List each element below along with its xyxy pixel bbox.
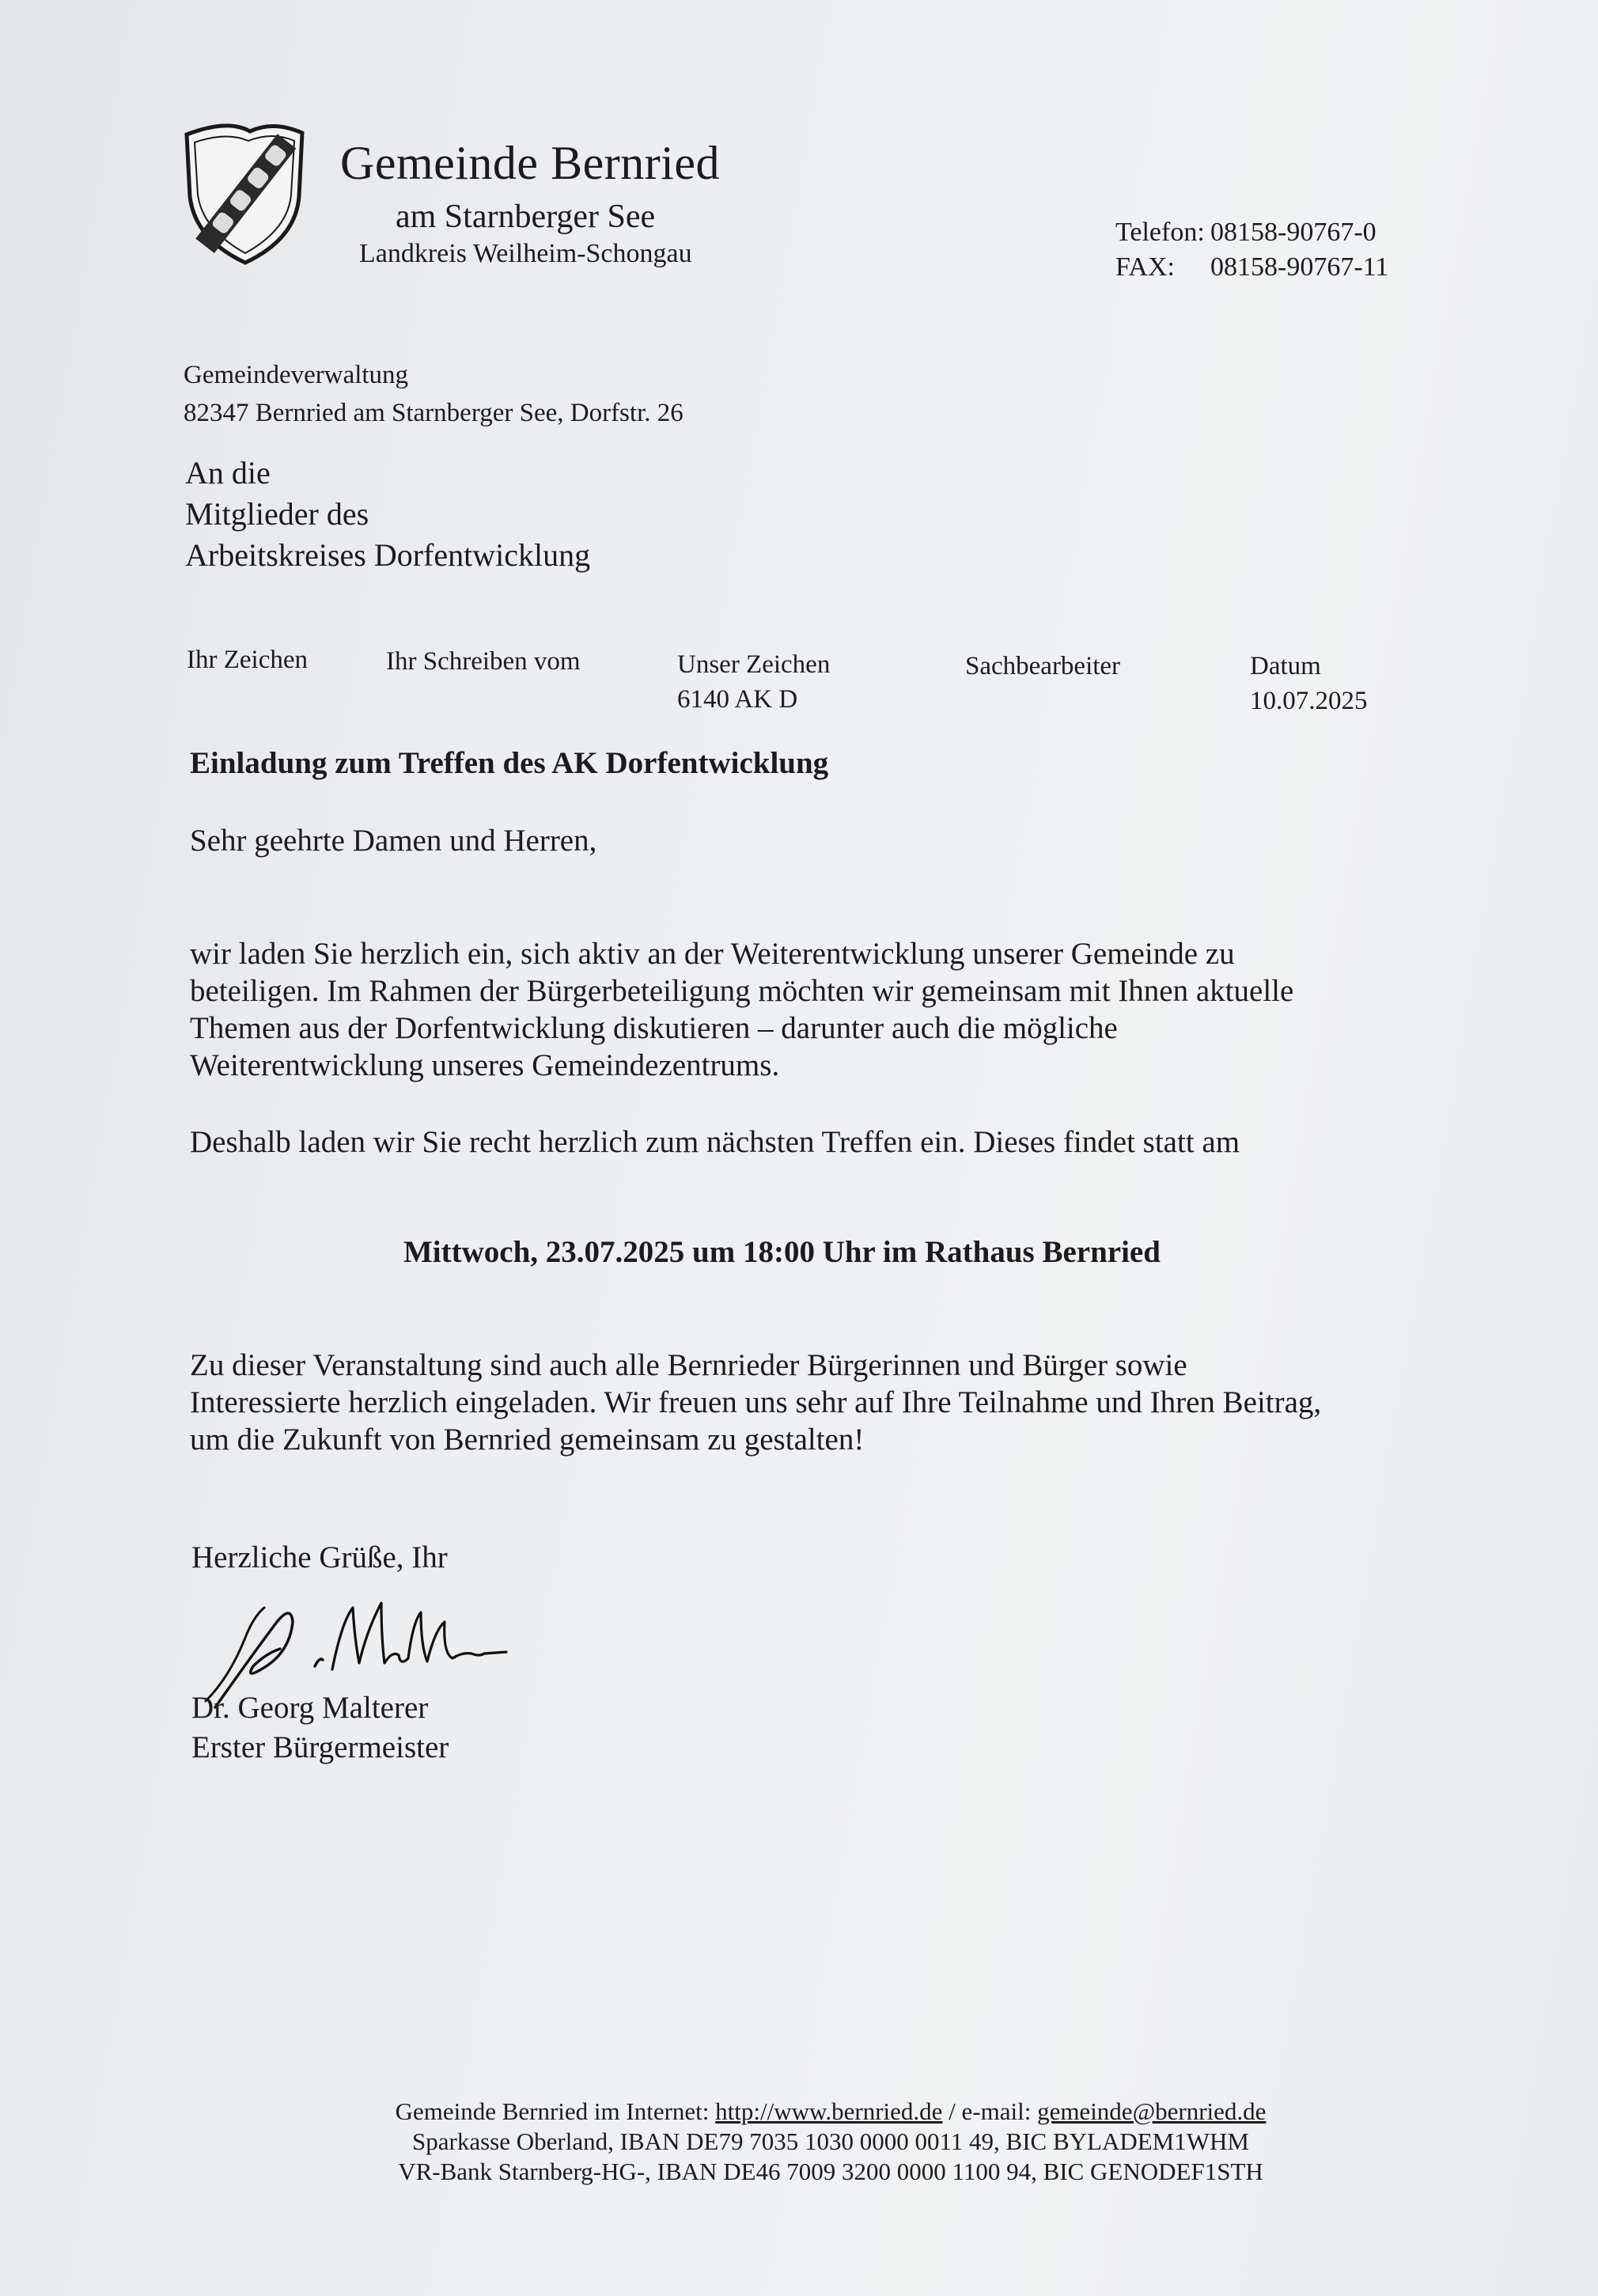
footer-bank-line: VR-Bank Starnberg-HG-, IBAN DE46 7009 3200 0000 1100 94, BIC GENODEF1STH bbox=[398, 2158, 1263, 2185]
sender-address bbox=[184, 356, 684, 432]
ref-label: Ihr Zeichen bbox=[187, 646, 308, 674]
phone-row bbox=[1115, 215, 1388, 250]
footer-email-label: / e-mail: bbox=[949, 2097, 1032, 2125]
recipient-line: An die bbox=[185, 455, 271, 491]
organization-district: Landkreis Weilheim-Schongau bbox=[359, 239, 692, 268]
body-line: Deshalb laden wir Sie recht herzlich zum nächsten Treffen ein. Dieses findet statt am bbox=[190, 1125, 1240, 1159]
ref-sachbearbeiter bbox=[965, 649, 1120, 684]
ref-value: 6140 AK D bbox=[677, 685, 798, 714]
footer-bank-line: Sparkasse Oberland, IBAN DE79 7035 1030 0000 0011 49, BIC BYLADEM1WHM bbox=[412, 2127, 1249, 2155]
ref-label: Unser Zeichen bbox=[677, 650, 831, 679]
coat-of-arms-icon bbox=[180, 120, 309, 267]
signer-block bbox=[191, 1688, 449, 1767]
organization-name: Gemeinde Bernried bbox=[340, 137, 720, 189]
body-line: beteiligen. Im Rahmen der Bürgerbeteiligung möchten wir gemeinsam mit Ihnen aktuelle bbox=[190, 974, 1294, 1008]
event-details: Mittwoch, 23.07.2025 um 18:00 Uhr im Rathaus Bernried bbox=[403, 1235, 1161, 1269]
ref-value: 10.07.2025 bbox=[1250, 687, 1368, 715]
signer-name: Dr. Georg Malterer bbox=[191, 1691, 429, 1725]
ref-datum bbox=[1250, 649, 1368, 718]
ref-label: Sachbearbeiter bbox=[965, 652, 1121, 680]
ref-ihr-zeichen bbox=[187, 642, 308, 677]
phone-label: Telefon: bbox=[1115, 218, 1205, 247]
salutation: Sehr geehrte Damen und Herren, bbox=[190, 824, 597, 858]
sender-line: 82347 Bernried am Starnberger See, Dorfstr. 26 bbox=[184, 399, 684, 427]
letter-subject: Einladung zum Treffen des AK Dorfentwicklung bbox=[190, 746, 829, 780]
recipient-line: Arbeitskreises Dorfentwicklung bbox=[185, 537, 591, 573]
body-line: Weiterentwicklung unseres Gemeindezentrums. bbox=[190, 1048, 780, 1082]
ref-label: Datum bbox=[1250, 652, 1321, 680]
footer-contact-line bbox=[340, 2097, 1321, 2127]
ref-unser-zeichen bbox=[677, 647, 830, 717]
organization-subtitle: am Starnberger See bbox=[396, 199, 656, 235]
body-line: um die Zukunft von Bernried gemeinsam zu gestalten! bbox=[190, 1423, 865, 1457]
phone-number: 08158-90767-0 bbox=[1210, 218, 1376, 247]
email-link[interactable]: gemeinde@bernried.de bbox=[1037, 2097, 1267, 2125]
footer-internet-label: Gemeinde Bernried im Internet: bbox=[395, 2097, 710, 2125]
fax-label: FAX: bbox=[1115, 252, 1175, 282]
signer-title: Erster Bürgermeister bbox=[191, 1730, 449, 1764]
recipient-address bbox=[185, 453, 590, 576]
letter-footer bbox=[340, 2097, 1321, 2187]
body-line: wir laden Sie herzlich ein, sich aktiv an der Weiterentwicklung unserer Gemeinde zu bbox=[190, 937, 1235, 971]
sender-line: Gemeindeverwaltung bbox=[184, 361, 409, 389]
fax-number: 08158-90767-11 bbox=[1210, 252, 1389, 282]
ref-label: Ihr Schreiben vom bbox=[386, 647, 581, 676]
body-paragraph bbox=[190, 935, 1293, 1084]
contact-block bbox=[1115, 215, 1388, 285]
website-link[interactable]: http://www.bernried.de bbox=[715, 2097, 943, 2125]
body-line: Themen aus der Dorfentwicklung diskutieren – darunter auch die mögliche bbox=[190, 1011, 1118, 1045]
recipient-line: Mitglieder des bbox=[185, 496, 369, 532]
body-line: Interessierte herzlich eingeladen. Wir freuen uns sehr auf Ihre Teilnahme und Ihren Beitrag, bbox=[190, 1385, 1322, 1419]
body-paragraph bbox=[190, 1123, 1240, 1161]
body-line: Zu dieser Veranstaltung sind auch alle Bernrieder Bürgerinnen und Bürger sowie bbox=[190, 1348, 1187, 1382]
ref-ihr-schreiben bbox=[386, 644, 581, 679]
body-paragraph bbox=[190, 1347, 1321, 1458]
fax-row bbox=[1115, 250, 1388, 285]
closing: Herzliche Grüße, Ihr bbox=[191, 1540, 448, 1574]
